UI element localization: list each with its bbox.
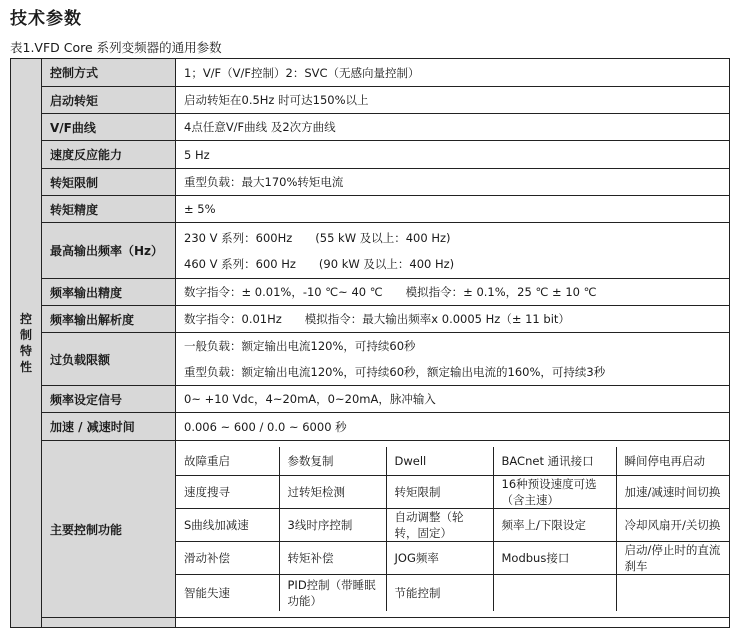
- function-cell: 频率上/下限设定: [493, 509, 616, 542]
- table-row: [11, 114, 730, 141]
- function-cell: 节能控制: [386, 575, 493, 612]
- row-value: 0.006 ~ 600 / 0.0 ~ 6000 秒: [176, 413, 730, 441]
- table-row: [11, 441, 730, 618]
- function-cell: 转矩补偿: [279, 542, 386, 575]
- row-label: V/F曲线: [42, 114, 176, 141]
- functions-row: [176, 542, 729, 575]
- row-value-line: 460 V 系列：600 Hz (90 kW 及以上：400 Hz): [184, 256, 455, 271]
- page-title: 技术参数: [10, 9, 82, 29]
- function-cell: 转矩限制: [386, 476, 493, 509]
- spec-table: [10, 58, 730, 628]
- function-cell: 加速/减速时间切换: [616, 476, 729, 509]
- functions-row: [176, 509, 729, 542]
- row-label: 最高输出频率（Hz）: [42, 223, 176, 279]
- row-label-empty: [42, 618, 176, 628]
- main-functions-label: 主要控制功能: [42, 441, 176, 618]
- function-cell: 冷却风扇开/关切换: [616, 509, 729, 542]
- table-row-continuation: [11, 618, 730, 628]
- functions-row: [176, 476, 729, 509]
- table-row: [11, 306, 730, 333]
- table-caption: 表1.VFD Core 系列变频器的通用参数: [10, 40, 222, 55]
- table-row: [11, 59, 730, 87]
- row-value: 0~ +10 Vdc，4~20mA，0~20mA，脉冲输入: [176, 386, 730, 413]
- function-cell: 参数复制: [279, 447, 386, 476]
- category-cell: [11, 59, 42, 628]
- function-cell: Modbus接口: [493, 542, 616, 575]
- function-cell: 16种预设速度可选（含主速）: [493, 476, 616, 509]
- function-cell: [493, 575, 616, 612]
- function-cell: 瞬间停电再启动: [616, 447, 729, 476]
- function-cell: 启动/停止时的直流刹车: [616, 542, 729, 575]
- table-row: [11, 223, 730, 279]
- table-row: [11, 196, 730, 223]
- table-row: [11, 386, 730, 413]
- row-label: 控制方式: [42, 59, 176, 87]
- function-cell: 速度搜寻: [176, 476, 279, 509]
- row-value-empty: [176, 618, 730, 628]
- table-row: [11, 169, 730, 196]
- main-functions-cell: [176, 441, 730, 618]
- function-cell: 过转矩检测: [279, 476, 386, 509]
- function-cell: 3线时序控制: [279, 509, 386, 542]
- table-row: [11, 141, 730, 169]
- row-label: 频率输出精度: [42, 279, 176, 306]
- function-cell: 智能失速: [176, 575, 279, 612]
- row-label: 加速 / 减速时间: [42, 413, 176, 441]
- row-value: ± 5%: [176, 196, 730, 223]
- table-row: [11, 279, 730, 306]
- function-cell: 滑动补偿: [176, 542, 279, 575]
- row-value-line: 230 V 系列：600Hz (55 kW 及以上：400 Hz): [184, 230, 451, 245]
- row-value: 4点任意V/F曲线 及2次方曲线: [176, 114, 730, 141]
- row-label: 过负载限额: [42, 333, 176, 386]
- table-row: [11, 333, 730, 386]
- row-value: 数字指令：± 0.01%，-10 ℃~ 40 ℃ 模拟指令：± 0.1%，25 ℃ ± 10 ℃: [176, 279, 730, 306]
- function-cell: [616, 575, 729, 612]
- function-cell: PID控制（带睡眠功能）: [279, 575, 386, 612]
- functions-grid: [176, 447, 729, 611]
- category-label: 控 制 特 性: [19, 312, 32, 374]
- function-cell: BACnet 通讯接口: [493, 447, 616, 476]
- function-cell: JOG频率: [386, 542, 493, 575]
- function-cell: S曲线加减速: [176, 509, 279, 542]
- table-row: [11, 87, 730, 114]
- row-value-line: 一般负载：额定输出电流120%，可持续60秒: [184, 339, 416, 353]
- functions-row: [176, 575, 729, 612]
- function-cell: 故障重启: [176, 447, 279, 476]
- row-value: 5 Hz: [176, 141, 730, 169]
- row-label: 转矩精度: [42, 196, 176, 223]
- table-row: [11, 413, 730, 441]
- function-cell: Dwell: [386, 447, 493, 476]
- row-value: 重型负载：最大170%转矩电流: [176, 169, 730, 196]
- functions-row: [176, 447, 729, 476]
- row-value: [176, 223, 730, 279]
- row-label: 频率设定信号: [42, 386, 176, 413]
- row-value: 1；V/F（V/F控制）2：SVC（无感向量控制）: [176, 59, 730, 87]
- row-value: [176, 333, 730, 386]
- row-label: 速度反应能力: [42, 141, 176, 169]
- row-value: 数字指令：0.01Hz 模拟指令：最大输出频率x 0.0005 Hz（± 11 bit）: [176, 306, 730, 333]
- row-label: 转矩限制: [42, 169, 176, 196]
- function-cell: 自动调整（轮转，固定）: [386, 509, 493, 542]
- row-label: 启动转矩: [42, 87, 176, 114]
- row-label: 频率输出解析度: [42, 306, 176, 333]
- row-value-line: 重型负载：额定输出电流120%，可持续60秒，额定输出电流的160%，可持续3秒: [184, 365, 606, 379]
- row-value: 启动转矩在0.5Hz 时可达150%以上: [176, 87, 730, 114]
